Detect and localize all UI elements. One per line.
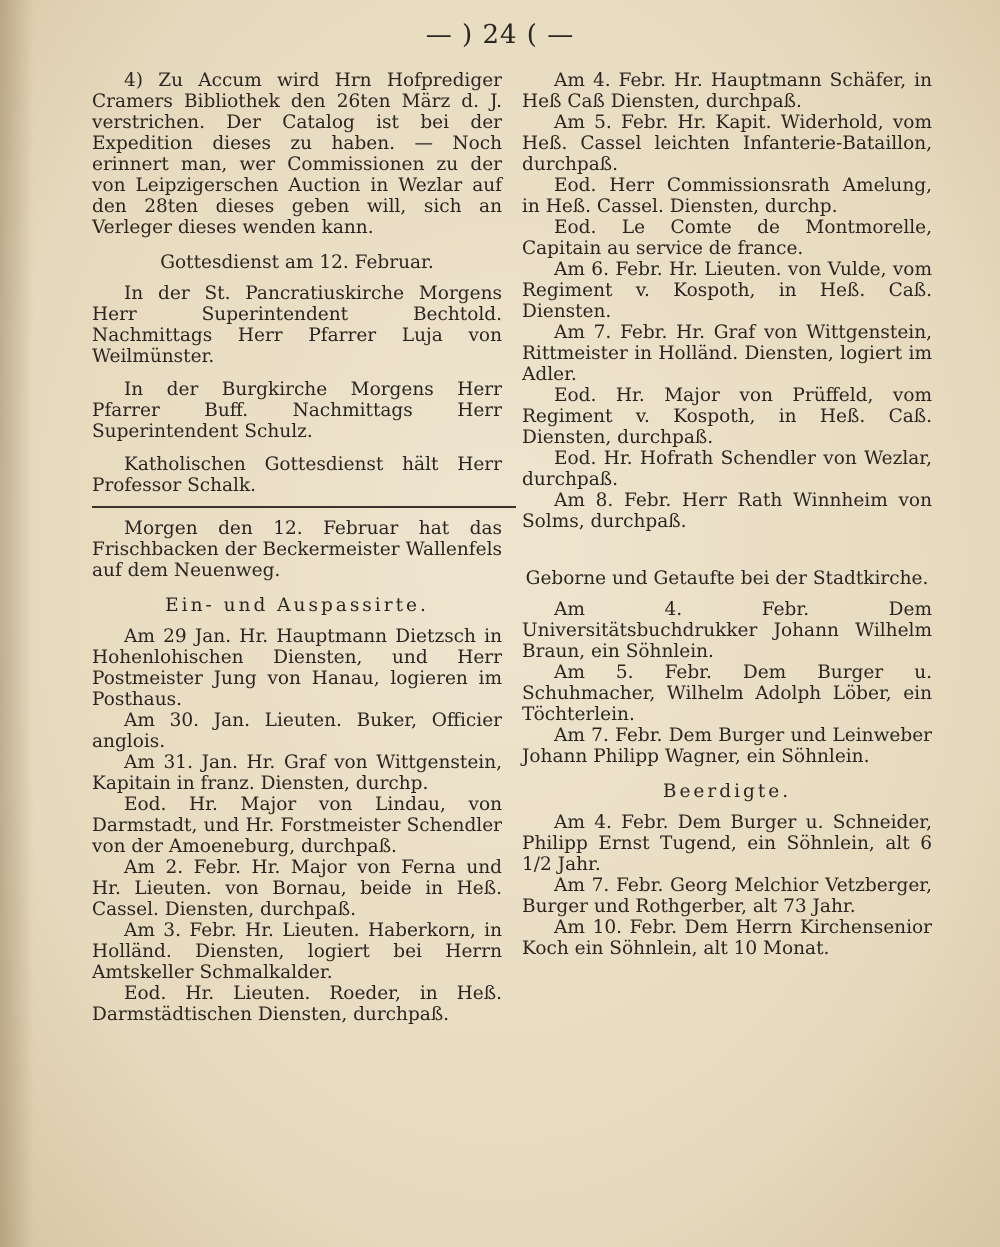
entry: Eod. Hr. Major von Lindau, von Darmstadt, und Hr. Forstmeister Schendler von der Amoeneburg, durchpaß. bbox=[92, 794, 502, 857]
left-column bbox=[92, 70, 502, 1025]
passers-heading: Ein- und Auspassirte. bbox=[165, 595, 429, 616]
section-divider bbox=[92, 506, 516, 508]
page-number-header: — ) 24 ( — bbox=[425, 20, 575, 50]
notice-burgkirche: In der Burgkirche Morgens Herr Pfarrer Buff. Nachmittags Herr Superintendent Schulz. bbox=[92, 379, 502, 442]
service-heading: Gottesdienst am 12. Februar. bbox=[160, 252, 434, 273]
right-column bbox=[522, 70, 932, 959]
notice-baker: Morgen den 12. Februar hat das Frischbacken der Beckermeister Wallenfels auf dem Neuenweg. bbox=[92, 518, 502, 581]
notice-catholic: Katholischen Gottesdienst hält Herr Professor Schalk. bbox=[92, 454, 502, 496]
births-heading: Geborne und Getaufte bei der Stadtkirche. bbox=[525, 568, 929, 589]
entry: Am 8. Febr. Herr Rath Winnheim von Solms, durchpaß. bbox=[522, 490, 932, 532]
page-edge-shadow bbox=[0, 0, 34, 1247]
entry: Am 7. Febr. Hr. Graf von Wittgenstein, Rittmeister in Holländ. Diensten, logiert im Adler. bbox=[522, 322, 932, 385]
birth-entry: Am 5. Febr. Dem Burger u. Schuhmacher, Wilhelm Adolph Löber, ein Töchterlein. bbox=[522, 662, 932, 725]
entry: Am 4. Febr. Hr. Hauptmann Schäfer, in Heß Caß Diensten, durchpaß. bbox=[522, 70, 932, 112]
birth-entry: Am 7. Febr. Dem Burger und Leinweber Johann Philipp Wagner, ein Söhnlein. bbox=[522, 725, 932, 767]
entry: Am 6. Febr. Hr. Lieuten. von Vulde, vom Regiment v. Kospoth, in Heß. Caß. Diensten. bbox=[522, 259, 932, 322]
entry: Am 2. Febr. Hr. Major von Ferna und Hr. Lieuten. von Bornau, beide in Heß. Cassel. Diensten, durchpaß. bbox=[92, 857, 502, 920]
entry: Eod. Hr. Lieuten. Roeder, in Heß. Darmstädtischen Diensten, durchpaß. bbox=[92, 983, 502, 1025]
entry: Eod. Hr. Hofrath Schendler von Wezlar, durchpaß. bbox=[522, 448, 932, 490]
burial-entry: Am 7. Febr. Georg Melchior Vetzberger, Burger und Rothgerber, alt 73 Jahr. bbox=[522, 875, 932, 917]
burials-heading: Beerdigte. bbox=[662, 781, 792, 802]
entry: Am 5. Febr. Hr. Kapit. Widerhold, vom Heß. Cassel leichten Infanterie-Bataillon, durchpaß. bbox=[522, 112, 932, 175]
entry: Eod. Le Comte de Montmorelle, Capitain au service de france. bbox=[522, 217, 932, 259]
notice-pancratius: In der St. Pancratiuskirche Morgens Herr Superintendent Bechtold. Nachmittags Herr Pfarrer Luja von Weilmünster. bbox=[92, 283, 502, 367]
entry: Eod. Herr Commissionsrath Amelung, in Heß. Cassel. Diensten, durchp. bbox=[522, 175, 932, 217]
burial-entry: Am 10. Febr. Dem Herrn Kirchensenior Koch ein Söhnlein, alt 10 Monat. bbox=[522, 917, 932, 959]
notice-accum-auction: 4) Zu Accum wird Hrn Hofprediger Cramers Bibliothek den 26ten März d. J. verstrichen. Der Catalog ist bei der Expedition dieses zu haben. — Noch erinnert man, wer Commissionen zu der von Leipzigerschen Auction in Wezlar auf den 28ten dieses geben will, sich an Verleger dieses wenden kann. bbox=[92, 70, 502, 238]
entry: Am 3. Febr. Hr. Lieuten. Haberkorn, in Holländ. Diensten, logiert bei Herrn Amtskeller Schmalkalder. bbox=[92, 920, 502, 983]
entry: Eod. Hr. Major von Prüffeld, vom Regiment v. Kospoth, in Heß. Caß. Diensten, durchpaß. bbox=[522, 385, 932, 448]
burial-entry: Am 4. Febr. Dem Burger u. Schneider, Philipp Ernst Tugend, ein Söhnlein, alt 6 1/2 Jahr. bbox=[522, 812, 932, 875]
entry: Am 30. Jan. Lieuten. Buker, Officier anglois. bbox=[92, 710, 502, 752]
entry: Am 31. Jan. Hr. Graf von Wittgenstein, Kapitain in franz. Diensten, durchp. bbox=[92, 752, 502, 794]
birth-entry: Am 4. Febr. Dem Universitätsbuchdrukker Johann Wilhelm Braun, ein Söhnlein. bbox=[522, 599, 932, 662]
entry: Am 29 Jan. Hr. Hauptmann Dietzsch in Hohenlohischen Diensten, und Herr Postmeister Jung von Hanau, logieren im Posthaus. bbox=[92, 626, 502, 710]
